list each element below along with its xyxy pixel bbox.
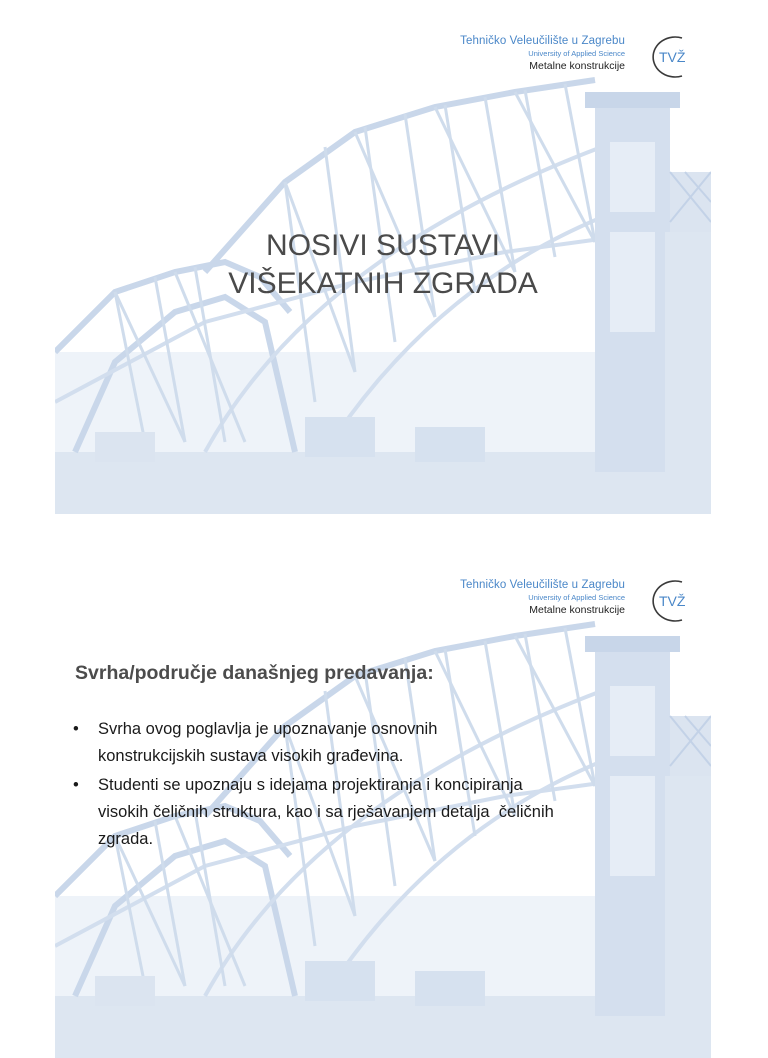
bullet-line: visokih čeličnih struktura, kao i sa rješavanjem detalja čeličnih [98,803,554,821]
university-subtitle: University of Applied Science [528,593,625,602]
slide-title [55,227,711,303]
tvz-logo-icon [637,576,699,626]
university-subtitle: University of Applied Science [528,49,625,58]
bullet-line: konstrukcijskih sustava visokih građevina. [98,747,404,765]
course-name: Metalne konstrukcije [529,60,625,72]
bullet-line: Studenti se upoznaju s idejama projektiranja i koncipiranja [98,776,523,794]
bullet-line: zgrada. [98,830,154,848]
course-name: Metalne konstrukcije [529,604,625,616]
logo-text: TVŽ [659,49,686,65]
bullet-list [73,716,693,855]
bullet-icon: • [73,720,79,738]
list-item [73,716,693,770]
slide-2 [55,566,711,1058]
slide-1 [55,22,711,514]
institution-block [460,578,625,617]
bullet-icon: • [73,776,79,794]
bullet-line: Svrha ovog poglavlja je upoznavanje osnovnih [98,720,438,738]
slide-header [439,576,699,626]
institution-name: Tehničko Veleučilište u Zagrebu [460,579,625,591]
slide-heading: Svrha/područje današnjeg predavanja: [75,662,434,684]
slide-header [439,32,699,82]
title-line-1: NOSIVI SUSTAVI [266,229,500,262]
institution-name: Tehničko Veleučilište u Zagrebu [460,35,625,47]
title-line-2: VIŠEKATNIH ZGRADA [228,267,538,300]
tvz-logo-icon [637,32,699,82]
institution-block [460,34,625,73]
list-item [73,772,693,853]
logo-text: TVŽ [659,593,686,609]
